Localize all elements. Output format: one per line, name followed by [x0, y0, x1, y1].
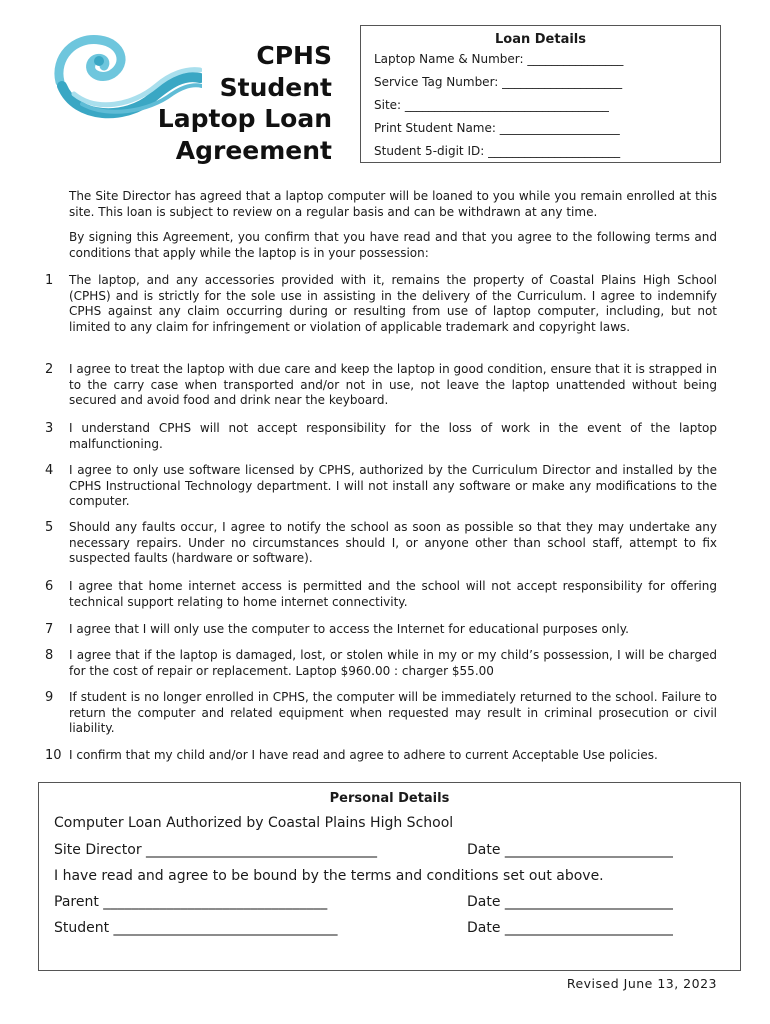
student-signature-line[interactable]: Student ________________________________ — [54, 920, 338, 936]
item-number: 8 — [45, 648, 54, 663]
personal-details-heading: Personal Details — [329, 791, 450, 806]
service-tag-field[interactable] — [374, 71, 720, 94]
item-text: I agree that home internet access is permitted and the school will not accept responsibility for offering technical support relating to home internet connectivity. — [69, 579, 717, 609]
item-number: 2 — [45, 362, 54, 377]
parent-date-line[interactable]: Date ________________________ — [467, 894, 673, 910]
page-title — [132, 40, 332, 166]
item-number: 7 — [45, 622, 54, 637]
field-label: Service Tag Number: — [374, 75, 499, 89]
item-number: 3 — [45, 421, 54, 436]
field-label: Laptop Name & Number: — [374, 52, 524, 66]
item-text: I understand CPHS will not accept responsibility for the loss of work in the event of the laptop malfunctioning. — [69, 421, 717, 451]
intro-paragraph: By signing this Agreement, you confirm that you have read and that you agree to the following terms and conditions that apply while the laptop is in your possession: — [69, 230, 717, 260]
item-text: I agree to treat the laptop with due care and keep the laptop in good condition, ensure that it is strapped in to the carry case when transported and/or not in use, not leave the laptop unattended without being secured and avoid food and drink near the keyboard. — [69, 362, 717, 407]
parent-signature-line[interactable]: Parent ________________________________ — [54, 894, 328, 910]
item-text: I agree that I will only use the computer to access the Internet for educational purposes only. — [69, 622, 629, 636]
site-director-date-line[interactable]: Date ________________________ — [467, 842, 673, 858]
field-blank[interactable]: ____________________ — [499, 121, 620, 135]
field-label: Student 5-digit ID: — [374, 144, 485, 158]
item-text: I agree that if the laptop is damaged, lost, or stolen while in my or my child’s possession, I will be charged for the cost of repair or replacement. Laptop $960.00 : charger $55.00 — [69, 648, 717, 678]
site-field[interactable] — [374, 94, 720, 117]
authorized-text: Computer Loan Authorized by Coastal Plains High School — [54, 815, 454, 831]
intro-paragraph: The Site Director has agreed that a laptop computer will be loaned to you while you remain enrolled at this site. This loan is subject to review on a regular basis and can be withdrawn at any time. — [69, 189, 717, 219]
field-blank[interactable]: ____________________ — [502, 75, 623, 89]
title-line: CPHS — [256, 41, 332, 70]
field-label: Site: — [374, 98, 402, 112]
field-blank[interactable]: ________________ — [527, 52, 624, 66]
student-date-line[interactable]: Date ________________________ — [467, 920, 673, 936]
item-text: I agree to only use software licensed by CPHS, authorized by the Curriculum Director and installed by the CPHS Instructional Technology department. I will not install any software or make any modifications to the computer. — [69, 463, 717, 508]
item-text: I confirm that my child and/or I have read and agree to adhere to current Acceptable Use policies. — [69, 748, 658, 762]
field-blank[interactable]: ______________________ — [488, 144, 621, 158]
item-number: 5 — [45, 520, 54, 535]
student-name-field[interactable] — [374, 117, 720, 140]
item-number: 9 — [45, 690, 54, 705]
laptop-name-field[interactable] — [374, 48, 720, 71]
title-line: Agreement — [175, 135, 332, 165]
item-number: 4 — [45, 463, 54, 478]
item-text: Should any faults occur, I agree to notify the school as soon as possible so that they may undertake any necessary repairs. Under no circumstances should I, or anyone other than school staff, attempt to fix suspected faults (hardware or software). — [69, 520, 717, 565]
loan-details-heading: Loan Details — [494, 32, 586, 47]
title-line: Laptop Loan — [157, 104, 332, 133]
item-number: 6 — [45, 579, 54, 594]
personal-details-box — [38, 782, 741, 971]
loan-details-box — [360, 25, 721, 163]
item-text: The laptop, and any accessories provided with it, remains the property of Coastal Plains High School (CPHS) and is strictly for the sole use in assisting in the delivery of the Curriculum. I agree to indemnify CPHS against any claim occurring during or resulting from use of laptop computer, including, but not limited to any claim for infringement or violation of applicable trademark and copyright laws. — [69, 273, 717, 334]
item-number: 10 — [45, 748, 62, 763]
item-number: 1 — [45, 273, 54, 288]
field-blank[interactable]: __________________________________ — [404, 98, 609, 112]
agreement-text: I have read and agree to be bound by the terms and conditions set out above. — [54, 868, 604, 884]
revision-date: Revised June 13, 2023 — [566, 976, 717, 991]
item-text: If student is no longer enrolled in CPHS, the computer will be immediately returned to the school. Failure to return the computer and related equipment when requested may result in criminal prosecution or civil liability. — [69, 690, 717, 735]
site-director-signature-line[interactable]: Site Director _________________________________ — [54, 842, 378, 858]
title-line: Student — [219, 72, 332, 102]
student-id-field[interactable] — [374, 140, 720, 163]
field-label: Print Student Name: — [374, 121, 496, 135]
